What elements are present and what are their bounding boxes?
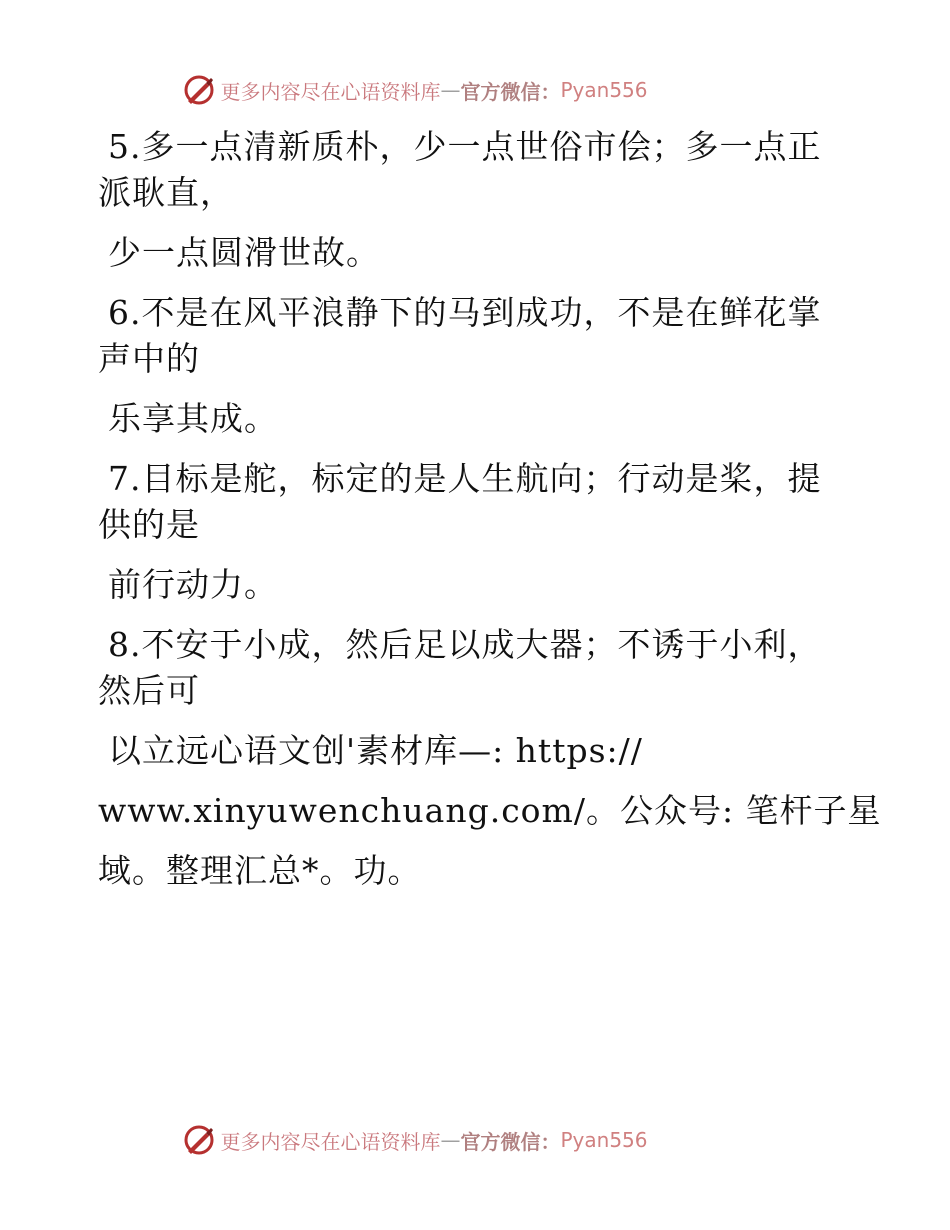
- watermark-wechat-id: Pyan556: [560, 78, 648, 102]
- text-line: 供的是: [98, 505, 200, 544]
- document-body: [98, 124, 882, 894]
- watermark-footer: [0, 1120, 950, 1160]
- watermark-separator: —: [440, 78, 461, 102]
- text-line: 派耿直，: [98, 173, 234, 212]
- text-line: 7.目标是舵，标定的是人生航向；行动是桨，提: [108, 459, 822, 498]
- text-line: 域。整理汇总*。功。: [98, 851, 422, 890]
- text-line: 8.不安于小成，然后足以成大器；不诱于小利，: [108, 625, 822, 664]
- pen-logo-icon: [182, 73, 216, 107]
- text-line: 然后可: [98, 671, 200, 710]
- watermark-main-text: 更多内容尽在心语资料库: [220, 1129, 441, 1154]
- text-line: 少一点圆滑世故。: [108, 233, 380, 272]
- text-line: 5.多一点清新质朴，少一点世俗市侩；多一点正: [108, 127, 822, 166]
- text-line: 6.不是在风平浪静下的马到成功，不是在鲜花掌: [108, 293, 822, 332]
- watermark-wechat-id: Pyan556: [560, 1128, 648, 1152]
- watermark-wechat-label: 官方微信：: [460, 1129, 561, 1154]
- text-line: 乐享其成。: [108, 399, 278, 438]
- text-line: www.xinyuwenchuang.com/。公众号: 笔杆子星: [98, 791, 882, 830]
- text-line: 声中的: [98, 339, 200, 378]
- watermark-header: [0, 70, 950, 110]
- watermark-wechat-label: 官方微信：: [460, 79, 561, 104]
- watermark-main-text: 更多内容尽在心语资料库: [220, 79, 441, 104]
- pen-logo-icon: [182, 1123, 216, 1157]
- text-line: 以立远心语文创'素材库—: https://: [108, 731, 643, 770]
- text-line: 前行动力。: [108, 565, 278, 604]
- watermark-separator: —: [440, 1128, 461, 1152]
